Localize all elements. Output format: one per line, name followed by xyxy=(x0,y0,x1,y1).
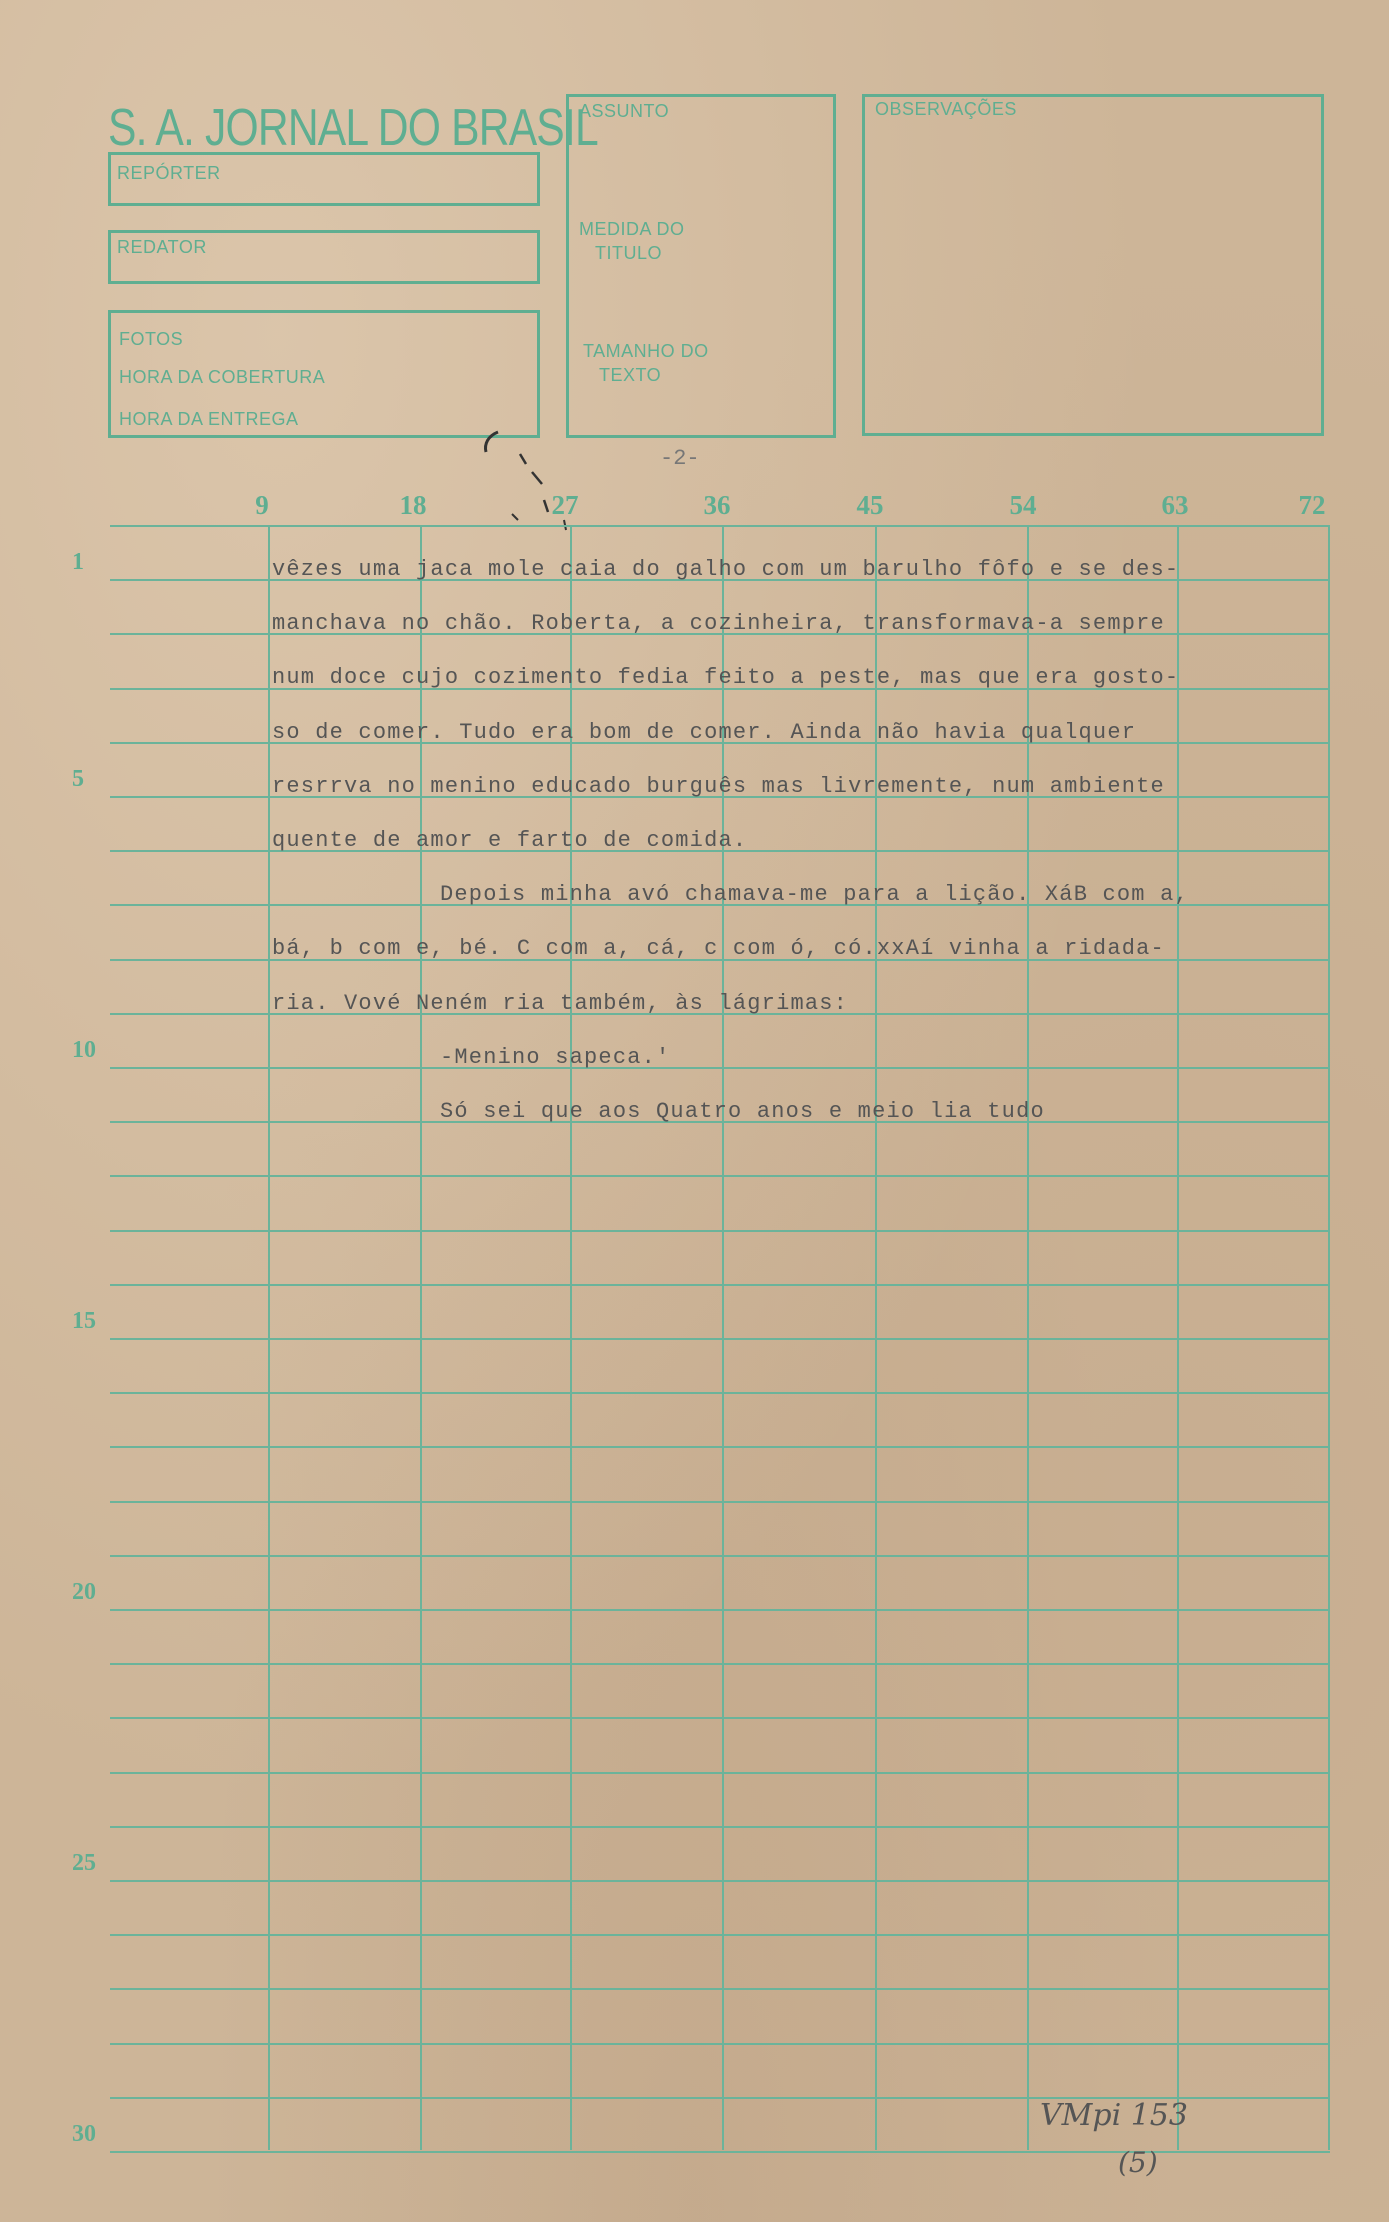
ruled-line xyxy=(110,1501,1330,1503)
observacoes-box xyxy=(862,94,1324,436)
handwritten-folio: (5) xyxy=(1118,2146,1158,2179)
ruled-line xyxy=(110,1446,1330,1448)
medida-titulo-label-2: TITULO xyxy=(595,243,663,263)
typed-line: manchava no chão. Roberta, a cozinheira, transformava-a sempre xyxy=(272,611,1165,637)
ruled-line xyxy=(110,1175,1330,1177)
typed-line: Depois minha avó chamava-me para a lição. XáB com a, xyxy=(440,882,1189,908)
ruled-line xyxy=(110,1934,1330,1936)
column-number: 63 xyxy=(1161,490,1189,520)
column-number: 45 xyxy=(856,490,884,520)
medida-titulo-label-1: MEDIDA DO xyxy=(579,219,685,239)
redator-box xyxy=(108,230,540,284)
column-number: 54 xyxy=(1009,490,1037,520)
ruled-line xyxy=(110,1826,1330,1828)
page-number: -2- xyxy=(660,446,700,471)
column-rule xyxy=(420,525,422,2150)
reporter-box xyxy=(108,152,540,206)
right-border xyxy=(1328,525,1330,2150)
row-number: 5 xyxy=(72,766,84,792)
ruled-line xyxy=(110,1338,1330,1340)
typed-line: ria. Vové Neném ria também, às lágrimas: xyxy=(272,990,849,1016)
typed-line: vêzes uma jaca mole caia do galho com um barulho fôfo e se des- xyxy=(272,557,1180,582)
assunto-label: ASSUNTO xyxy=(579,101,670,121)
observacoes-label: OBSERVAÇÕES xyxy=(875,99,1017,119)
ruled-line xyxy=(110,1772,1330,1774)
ruled-line xyxy=(110,2043,1330,2045)
assunto-box xyxy=(566,94,836,438)
column-rule xyxy=(268,525,270,2150)
column-number: 18 xyxy=(399,490,427,520)
reporter-label: REPÓRTER xyxy=(117,163,221,183)
row-number: 15 xyxy=(72,1308,96,1334)
hora-entrega-label: HORA DA ENTREGA xyxy=(119,409,299,429)
row-number: 1 xyxy=(72,549,84,576)
ruled-line xyxy=(110,1555,1330,1557)
newspaper-title: S. A. JORNAL DO BRASIL xyxy=(108,99,598,157)
ruled-line xyxy=(110,1609,1330,1611)
column-number: 27 xyxy=(551,490,579,520)
column-rule xyxy=(1177,525,1179,2150)
hora-cobertura-label: HORA DA COBERTURA xyxy=(119,367,326,387)
column-number: 72 xyxy=(1298,490,1326,520)
fotos-label: FOTOS xyxy=(119,329,184,349)
row-number: 20 xyxy=(72,1579,96,1605)
typed-line: so de comer. Tudo era bom de comer. Ainda não havia qualquer xyxy=(272,719,1137,745)
pencil-marks xyxy=(470,420,600,550)
ruled-line xyxy=(110,525,1330,527)
row-number: 10 xyxy=(72,1037,96,1063)
typed-line: -Menino sapeca.' xyxy=(440,1044,671,1070)
typed-line: bá, b com e, bé. C com a, cá, c com ó, có.xxAí vinha a ridada- xyxy=(272,936,1165,962)
column-rule xyxy=(1027,525,1029,2150)
typed-line: num doce cujo cozimento fedia feito a peste, mas que era gosto- xyxy=(272,665,1180,691)
typed-line: quente de amor e farto de comida. xyxy=(272,828,748,853)
ruled-line xyxy=(110,1392,1330,1394)
column-rule xyxy=(570,525,572,2150)
ruled-line xyxy=(110,1717,1330,1719)
row-number: 30 xyxy=(72,2121,96,2147)
ruled-line xyxy=(110,1284,1330,1286)
handwritten-reference: VMpi 153 xyxy=(1040,2098,1188,2133)
ruled-line xyxy=(110,1663,1330,1665)
column-rule xyxy=(875,525,877,2150)
ruled-line xyxy=(110,1067,1330,1069)
row-number: 25 xyxy=(72,1850,96,1876)
ruled-line xyxy=(110,1880,1330,1882)
fotos-box xyxy=(108,310,540,438)
tamanho-texto-label-1: TAMANHO DO xyxy=(583,341,709,361)
column-number: 9 xyxy=(255,490,269,520)
redator-label: REDATOR xyxy=(117,237,207,257)
typed-line: Só sei que aos Quatro anos e meio lia tudo xyxy=(440,1099,1045,1124)
column-number: 36 xyxy=(703,490,731,520)
ruled-line xyxy=(110,1230,1330,1232)
ruled-line xyxy=(110,1988,1330,1990)
tamanho-texto-label-2: TEXTO xyxy=(599,365,662,385)
column-rule xyxy=(722,525,724,2150)
typed-line: resrrva no menino educado burguês mas livremente, num ambiente xyxy=(272,773,1165,799)
